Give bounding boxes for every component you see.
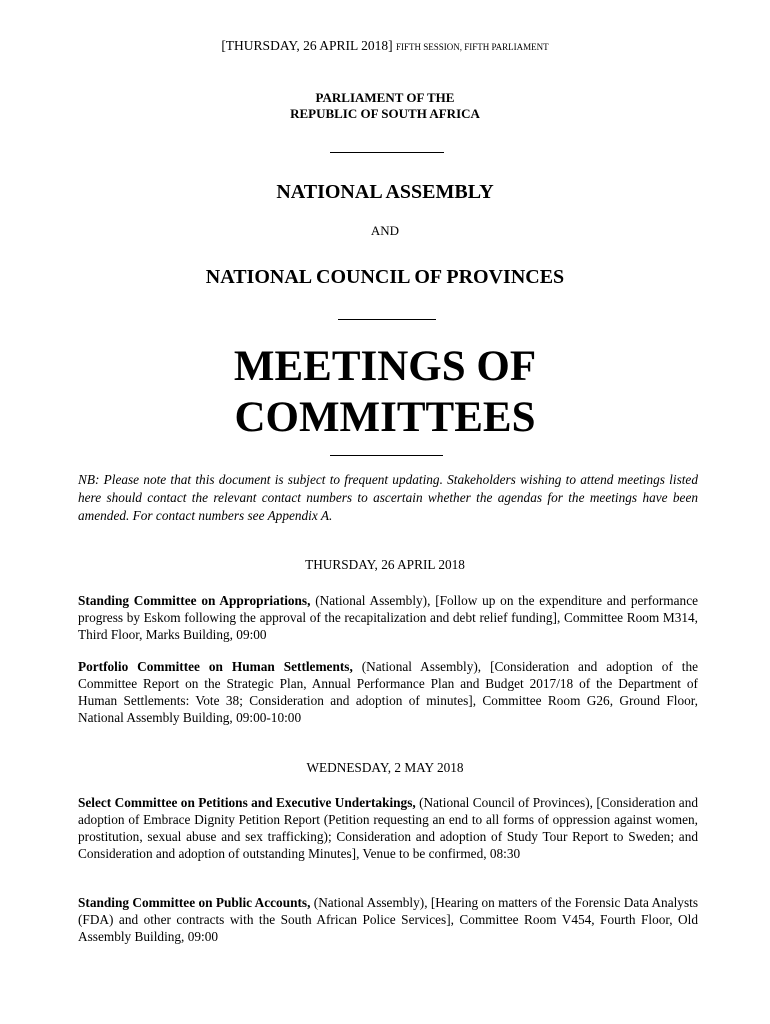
date-heading: WEDNESDAY, 2 MAY 2018 bbox=[306, 760, 464, 775]
divider bbox=[330, 152, 444, 153]
committee-name: Portfolio Committee on Human Settlements, bbox=[78, 659, 353, 674]
page-title bbox=[0, 341, 770, 443]
divider bbox=[338, 319, 436, 320]
meeting-details: (National Assembly), [Hearing on matters of the Forensic Data Analysts (FDA) and other contracts with the South African Police Services], Committee Room V454, Fourth Floor, Old Assembly Building, 09:00 bbox=[78, 895, 698, 944]
national-assembly-heading: NATIONAL ASSEMBLY bbox=[276, 181, 494, 203]
divider bbox=[330, 455, 443, 456]
meeting-details: (National Assembly), [Consideration and adoption of the Committee Report on the Strategic Plan, Annual Performance Plan and Budget 2017/18 of the Department of Human Settlements: Vote 38; Consideration and adoption of minutes], Committee Room G26, Ground Floor, National Assembly Building, 09:00-10:00 bbox=[78, 659, 698, 725]
running-header bbox=[0, 38, 770, 54]
title-line-1: MEETINGS OF bbox=[233, 343, 537, 390]
meeting-entry bbox=[78, 794, 698, 862]
committee-name: Standing Committee on Public Accounts, bbox=[78, 895, 311, 910]
parliament-line-2: REPUBLIC OF SOUTH AFRICA bbox=[290, 106, 480, 121]
committee-name: Select Committee on Petitions and Executive Undertakings, bbox=[78, 795, 416, 810]
meeting-entry bbox=[78, 894, 698, 945]
header-session: FIFTH SESSION, FIFTH PARLIAMENT bbox=[395, 42, 549, 52]
committee-name: Standing Committee on Appropriations, bbox=[78, 593, 311, 608]
notice-paragraph: NB: Please note that this document is subject to frequent updating. Stakeholders wishing to attend meetings listed here should contact the relevant contact numbers to ascertain whether the agendas for the meetings have been amended. For contact numbers see Appendix A. bbox=[78, 472, 698, 523]
ncop-heading: NATIONAL COUNCIL OF PROVINCES bbox=[205, 266, 565, 288]
meeting-entry bbox=[78, 658, 698, 726]
and-label: AND bbox=[370, 223, 400, 238]
parliament-heading bbox=[0, 90, 770, 122]
meeting-entry bbox=[78, 592, 698, 643]
meeting-details: (National Council of Provinces), [Consideration and adoption of Embrace Dignity Petition Report (Petition requesting an end to all forms of oppression against women, prostitution, sexual abuse and sex trafficking); Consideration and adoption of Study Tour Report to Sweden; and Consideration and adoption of outstanding Minutes], Venue to be confirmed, 08:30 bbox=[78, 795, 698, 861]
title-line-2: COMMITTEES bbox=[234, 394, 536, 441]
meeting-details: (National Assembly), [Follow up on the expenditure and performance progress by Eskom following the approval of the recapitalization and debt relief funding], Committee Room M314, Third Floor, Marks Building, 09:00 bbox=[78, 593, 699, 642]
date-heading: THURSDAY, 26 APRIL 2018 bbox=[305, 557, 465, 572]
parliament-line-1: PARLIAMENT OF THE bbox=[315, 90, 455, 105]
header-date: [THURSDAY, 26 APRIL 2018] bbox=[221, 38, 393, 53]
